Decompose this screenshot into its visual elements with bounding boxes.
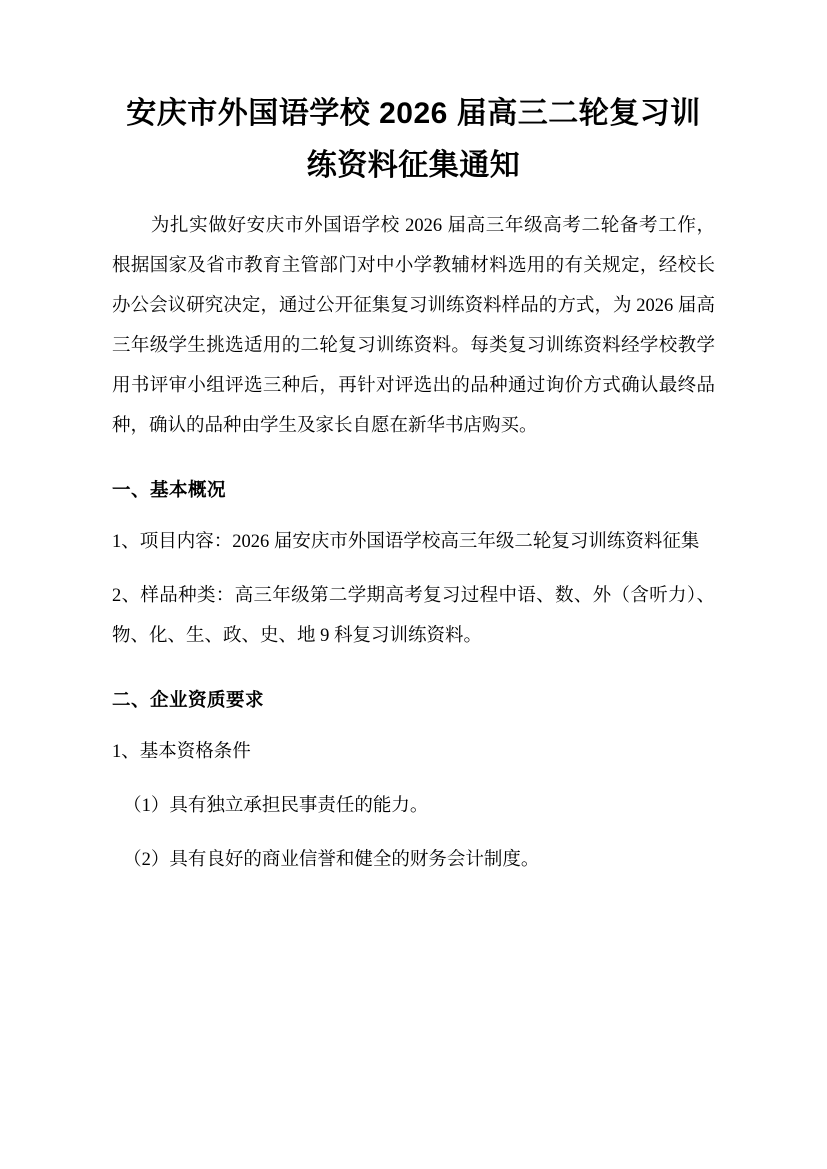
section-heading-2: 二、企业资质要求: [112, 689, 265, 710]
section-heading-1: 一、基本概况: [112, 479, 227, 500]
section-1-item-2: 2、样品种类：高三年级第二学期高考复习过程中语、数、外（含听力）、物、化、生、政、史、地 9 科复习训练资料。: [112, 586, 715, 646]
section-2-item-2: （1）具有独立承担民事责任的能力。: [123, 796, 429, 816]
intro-paragraph: 为扎实做好安庆市外国语学校 2026 届高三年级高考二轮备考工作，根据国家及省市教育主管部门对中小学教辅材料选用的有关规定，经校长办公会议研究决定，通过公开征集复习训练资料样品的方式，为 2026 届高三年级学生挑选适用的二轮复习训练资料。每类复习训练资料经学校教学用书评审小组评选三种后，再针对评选出的品种通过询价方式确认最终品种，确认的品种由学生及家长自愿在新华书店购买。: [112, 216, 715, 436]
page-title: 安庆市外国语学校 2026 届高三二轮复习训练资料征集通知: [126, 97, 701, 182]
section-2-item-1: 1、基本资格条件: [112, 742, 251, 762]
section-1-item-1: 1、项目内容：2026 届安庆市外国语学校高三年级二轮复习训练资料征集: [112, 532, 700, 552]
section-2-item-3: （2）具有良好的商业信誉和健全的财务会计制度。: [123, 850, 540, 870]
